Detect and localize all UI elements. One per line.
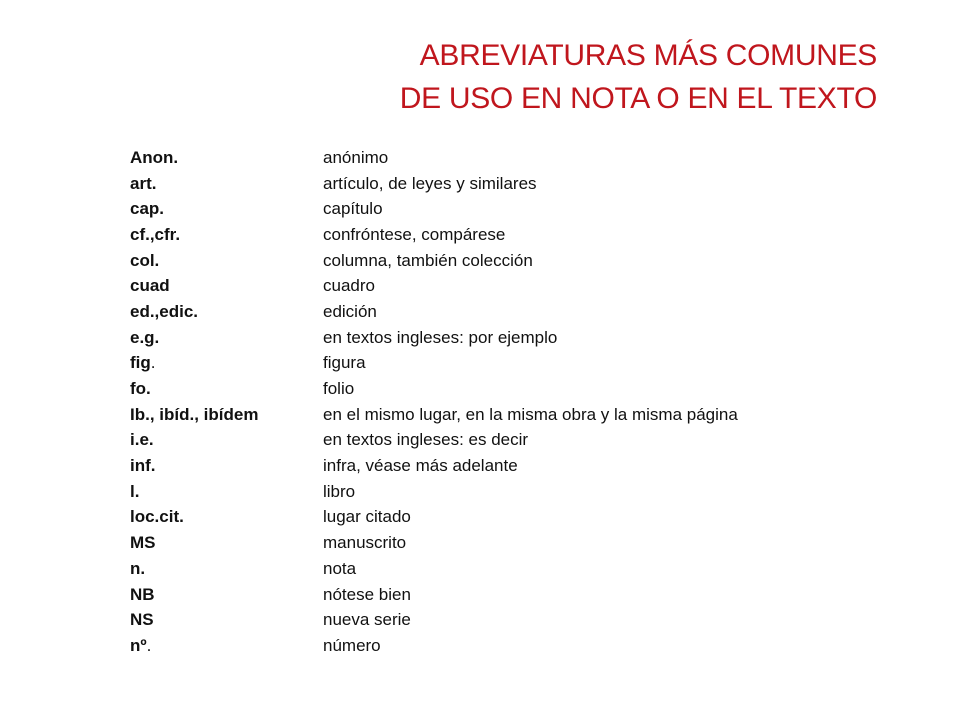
abbreviation-term	[130, 559, 323, 579]
abbreviation-definition: artículo, de leyes y similares	[323, 173, 537, 193]
abbreviation-term-suffix: .	[146, 635, 152, 655]
abbreviation-definition: número	[323, 635, 381, 655]
abbreviation-term-text: NS	[130, 610, 154, 630]
abbreviation-term	[130, 199, 323, 219]
abbreviation-definition: nota	[323, 558, 357, 578]
abbreviation-term-text: Anon.	[130, 147, 179, 167]
abbreviation-definition: infra, véase más adelante	[323, 456, 518, 476]
abbreviation-row	[130, 299, 910, 325]
abbreviation-term-text: e.g.	[130, 327, 160, 347]
abbreviation-term	[130, 379, 323, 399]
abbreviation-row	[130, 325, 910, 351]
abbreviation-row	[130, 607, 910, 633]
abbreviation-term-text: Ib., ibíd., ibídem	[130, 404, 259, 424]
abbreviation-term-text: cf.,cfr.	[130, 224, 181, 244]
abbreviation-definition: nótese bien	[323, 584, 411, 604]
abbreviation-term	[130, 482, 323, 502]
abbreviation-term	[130, 456, 323, 476]
abbreviation-term-text: ed.,edic.	[130, 301, 199, 321]
abbreviation-term	[130, 585, 323, 605]
abbreviation-definition: nueva serie	[323, 610, 411, 630]
abbreviation-row	[130, 428, 910, 454]
abbreviation-row	[130, 145, 910, 171]
abbreviation-term-text: loc.cit.	[130, 507, 184, 527]
abbreviation-row	[130, 196, 910, 222]
abbreviation-term	[130, 251, 323, 271]
abbreviation-definition: cuadro	[323, 276, 375, 296]
abbreviation-term	[130, 174, 323, 194]
abbreviation-definition: en el mismo lugar, en la misma obra y la misma página	[323, 404, 738, 424]
abbreviation-row	[130, 402, 910, 428]
abbreviation-term-suffix: .	[150, 353, 156, 373]
title-line-2: DE USO EN NOTA O EN EL TEXTO	[399, 82, 877, 115]
abbreviation-row	[130, 530, 910, 556]
abbreviation-definition: en textos ingleses: es decir	[323, 430, 529, 450]
abbreviation-term-text: MS	[130, 533, 156, 553]
abbreviation-term	[130, 533, 323, 553]
abbreviation-term	[130, 610, 323, 630]
abbreviation-term-text: n.	[130, 558, 146, 578]
abbreviation-row	[130, 248, 910, 274]
abbreviation-term-text: art.	[130, 173, 157, 193]
abbreviation-term-text: col.	[130, 250, 160, 270]
abbreviation-term	[130, 302, 323, 322]
abbreviation-term	[130, 353, 323, 373]
abbreviation-term-text: nº	[130, 635, 147, 655]
abbreviation-term	[130, 148, 323, 168]
abbreviation-definition: anónimo	[323, 147, 389, 167]
abbreviation-row	[130, 273, 910, 299]
title-line-1: ABREVIATURAS MÁS COMUNES	[419, 39, 877, 72]
abbreviation-row	[130, 556, 910, 582]
abbreviation-definition: libro	[323, 481, 356, 501]
abbreviation-row	[130, 633, 910, 659]
abbreviation-definition: en textos ingleses: por ejemplo	[323, 327, 558, 347]
abbreviation-definition: lugar citado	[323, 507, 411, 527]
abbreviation-term-text: cuad	[130, 276, 170, 296]
abbreviation-row	[130, 351, 910, 377]
abbreviation-row	[130, 453, 910, 479]
abbreviation-term-text: fo.	[130, 379, 151, 399]
abbreviation-definition: folio	[323, 379, 355, 399]
abbreviation-term	[130, 328, 323, 348]
abbreviation-row	[130, 376, 910, 402]
abbreviation-term	[130, 276, 323, 296]
abbreviation-row	[130, 582, 910, 608]
abbreviation-term-text: i.e.	[130, 430, 154, 450]
abbreviation-definition: capítulo	[323, 199, 383, 219]
abbreviation-term-text: fig	[130, 353, 151, 373]
abbreviation-term-text: NB	[130, 584, 155, 604]
slide-title	[400, 34, 877, 120]
abbreviation-term	[130, 430, 323, 450]
abbreviation-term	[130, 225, 323, 245]
abbreviation-term-text: inf.	[130, 456, 156, 476]
abbreviation-row	[130, 479, 910, 505]
abbreviation-term-text: l.	[130, 481, 140, 501]
abbreviation-definition: edición	[323, 301, 377, 321]
abbreviation-definition: confróntese, compárese	[323, 224, 506, 244]
abbreviation-row	[130, 505, 910, 531]
abbreviation-term	[130, 507, 323, 527]
abbreviation-definition: figura	[323, 353, 366, 373]
abbreviation-definition: columna, también colección	[323, 250, 533, 270]
abbreviation-row	[130, 222, 910, 248]
abbreviation-definition: manuscrito	[323, 533, 407, 553]
abbreviation-term-text: cap.	[130, 199, 165, 219]
abbreviation-row	[130, 171, 910, 197]
abbreviation-term	[130, 636, 323, 656]
abbreviation-term	[130, 405, 323, 425]
abbreviation-list	[130, 145, 910, 659]
